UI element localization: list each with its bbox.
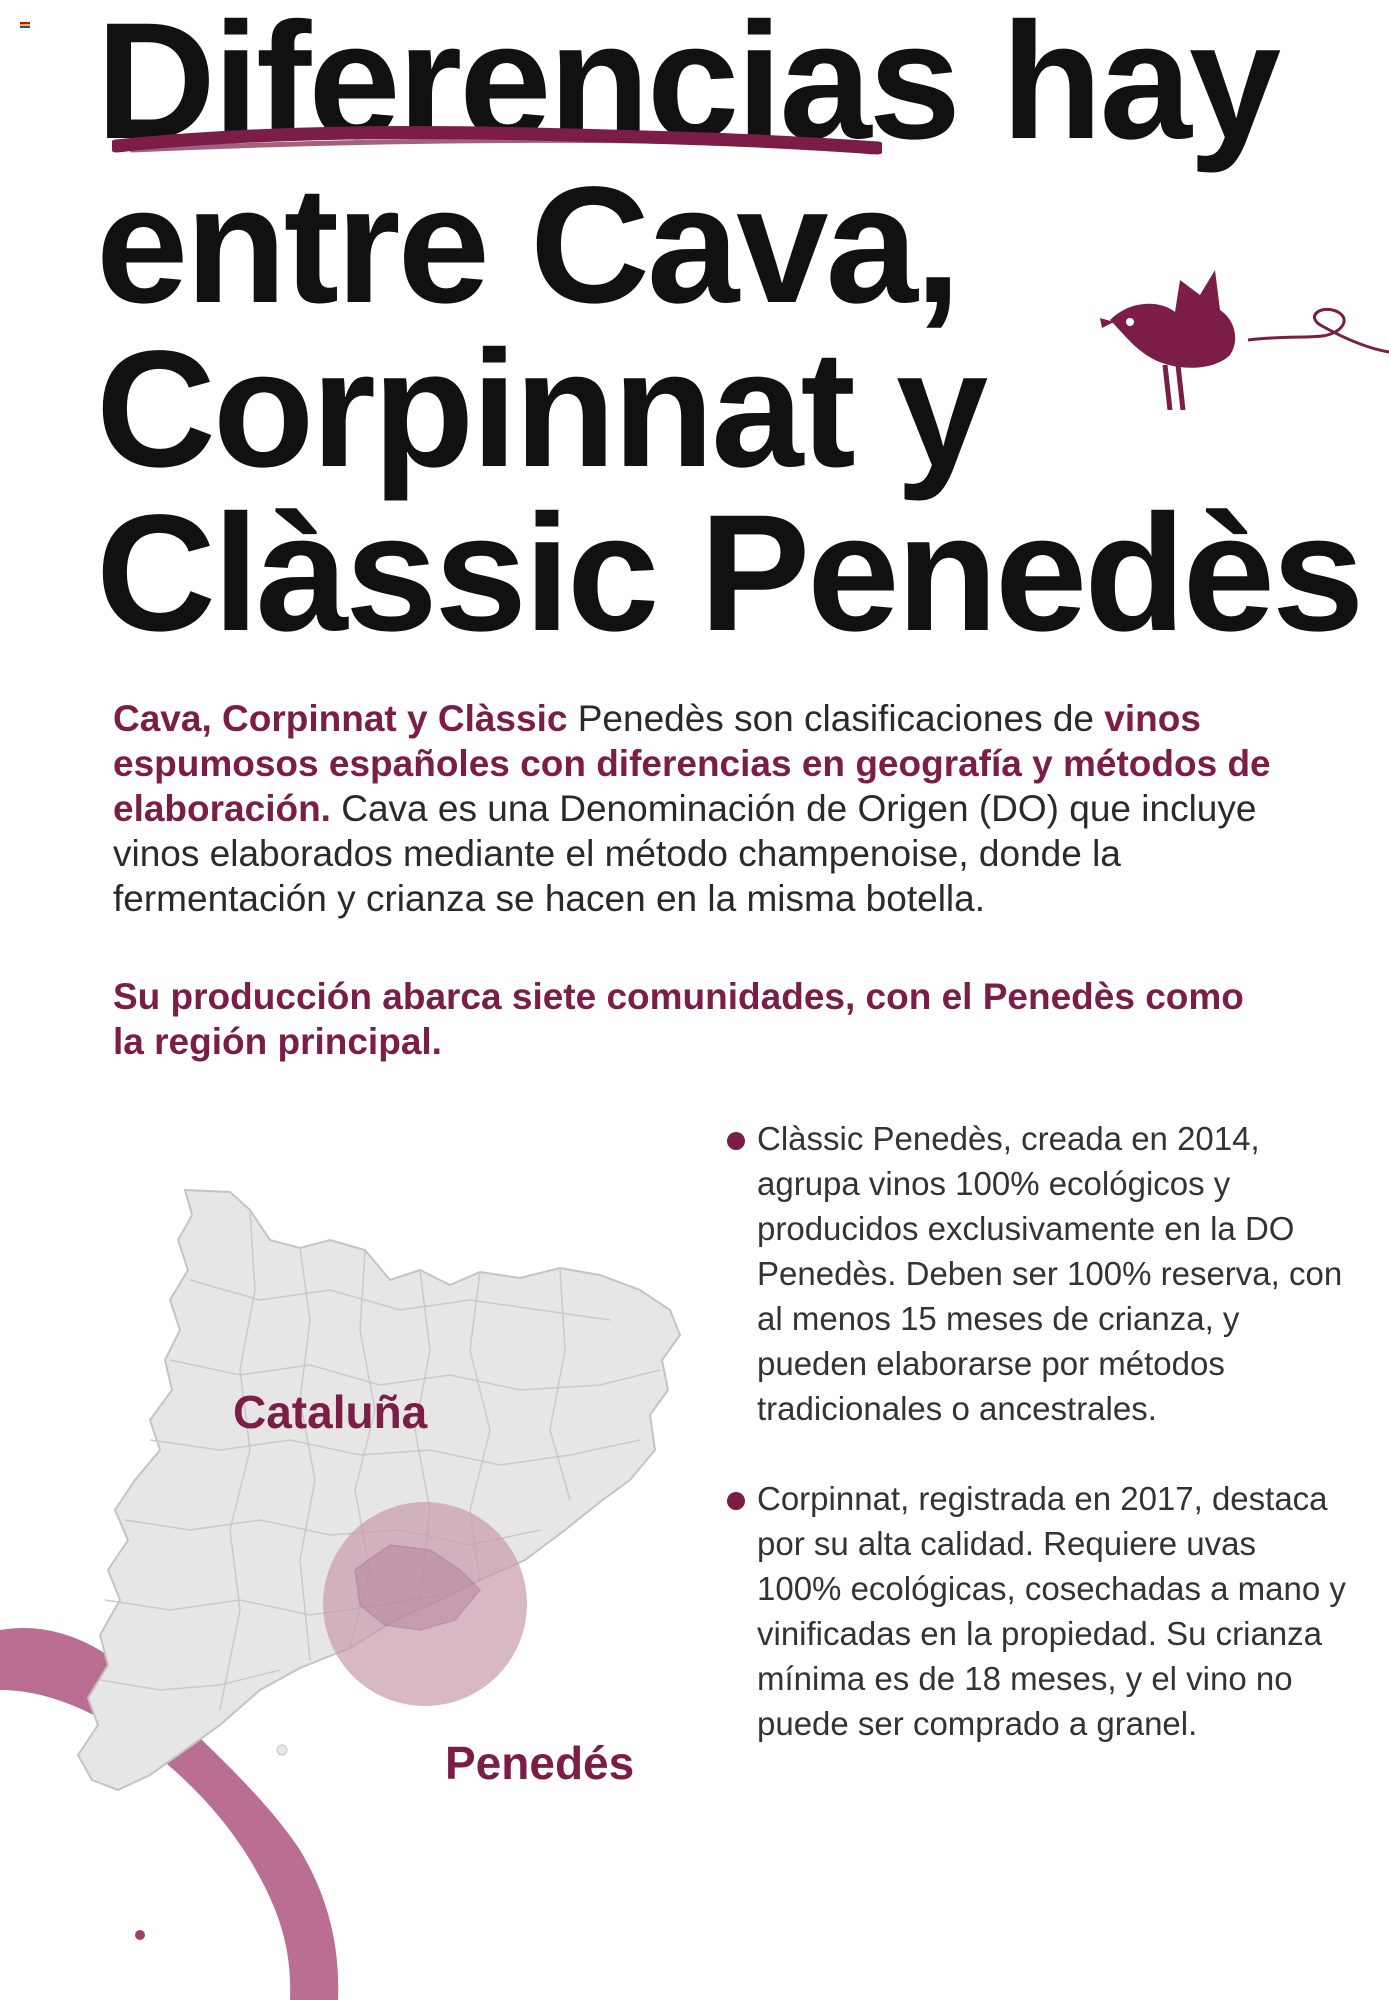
title-line-2: entre Cava, [96,153,959,338]
bullet-dot-icon [727,1132,745,1150]
bullet-corpinnat [727,1476,1347,1746]
bullet-classic-penedes [727,1116,1347,1431]
bullet-text: Corpinnat, registrada en 2017, destaca por su alta calidad. Requiere uvas 100% ecológicas, cosechadas a mano y vinificadas en la propiedad. Su crianza mínima es de 18 meses, y el vino no puede ser comprado a granel. [757,1480,1346,1742]
catalonia-outline [78,1190,680,1790]
flag-icon [20,22,30,28]
map-label-cataluna: Cataluña [233,1386,428,1438]
map-island [277,1745,287,1755]
catalonia-map [0,1150,720,2000]
info-bullets [727,1116,1347,1791]
map-label-penedes: Penedés [445,1737,635,1789]
wine-drop [135,1930,145,1940]
title-line-4: Clàssic Penedès [96,481,1362,666]
title-line-1: Diferencias hay [96,0,1279,174]
title-line-3: Corpinnat y [96,317,986,502]
intro-text-1: Penedès son clasificaciones de [567,698,1105,739]
bullet-text: Clàssic Penedès, creada en 2014, agrupa vinos 100% ecológicos y producidos exclusivamente en la DO Penedès. Deben ser 100% reserva, con al menos 15 meses de crianza, y pueden elaborarse por métodos tradicionales o ancestrales. [757,1120,1343,1427]
bird-icon [1090,260,1389,410]
bullet-dot-icon [727,1492,745,1510]
intro-paragraph [113,696,1333,921]
intro-text-2: Cava es una Denominación de Origen (DO) que incluye vinos elaborados mediante el método champenoise, donde la fermentación y crianza se hacen en la misma botella. [113,788,1257,919]
intro-accent-2: vinos espumosos españoles con diferencias en geografía y métodos de elaboración. [113,698,1271,829]
underline-stroke [112,124,882,164]
lead-paragraph: Su producción abarca siete comunidades, con el Penedès como la región principal. [113,976,1244,1062]
intro-accent-1: Cava, Corpinnat y Clàssic [113,698,568,739]
